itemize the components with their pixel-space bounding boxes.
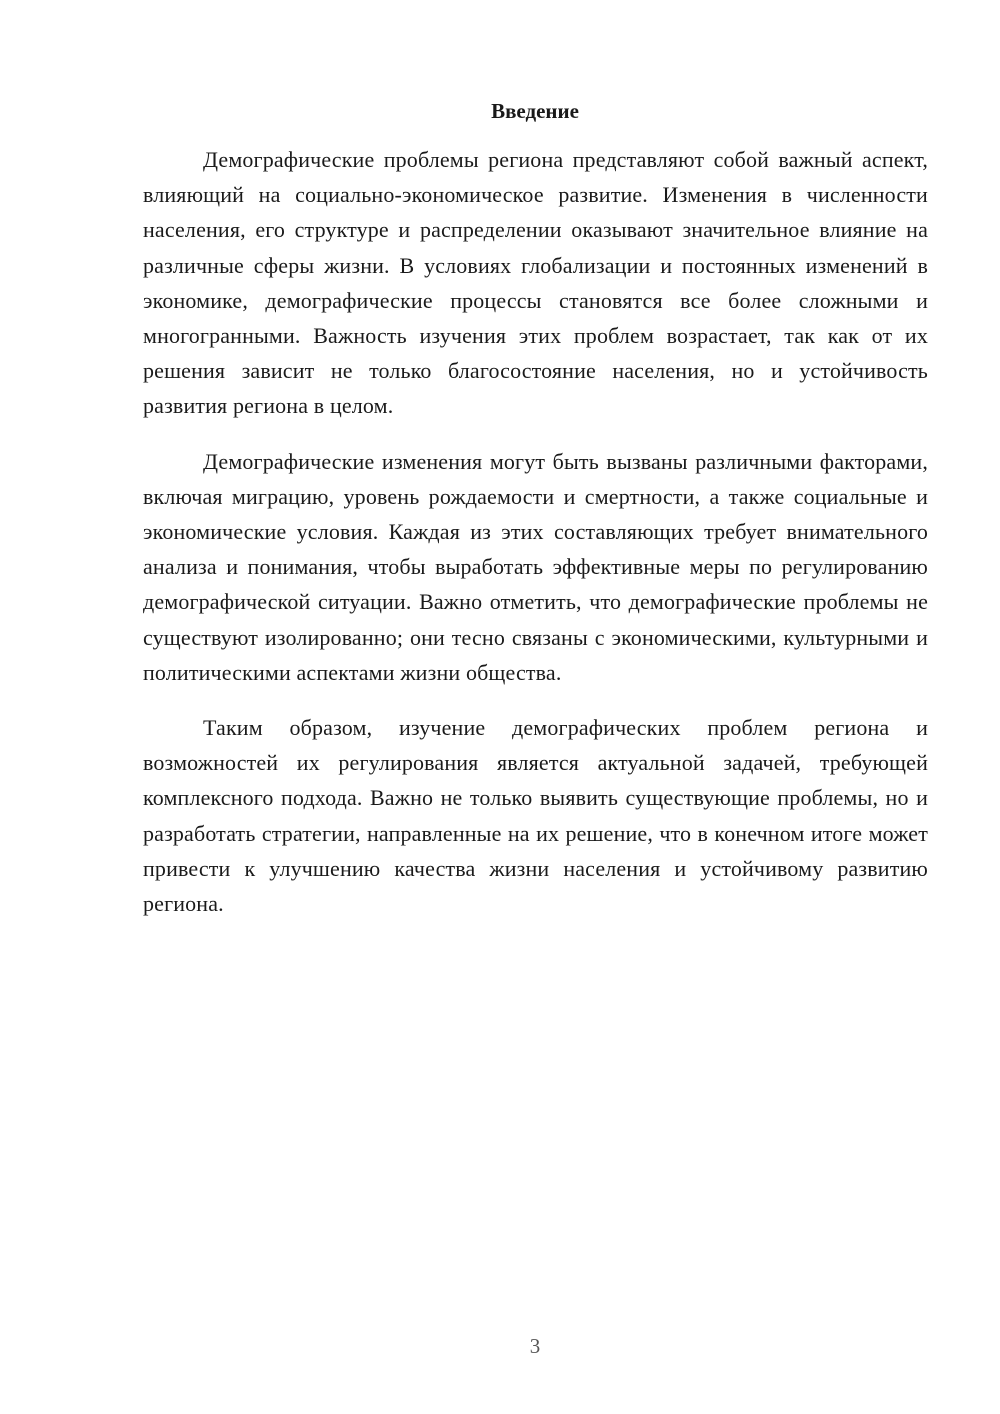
- paragraph-3: Таким образом, изучение демографических проблем региона и возможностей их регулирования является актуальной задачей, требующей комплексного подхода. Важно не только выявить существующие проблемы, но и разработать стратегии, направленные на их решение, что в конечном итоге может привести к улучшению качества жизни населения и устойчивому развитию региона.: [143, 715, 928, 917]
- document-body: [143, 142, 928, 941]
- page-number: 3: [529, 1334, 541, 1358]
- paragraph-1: Демографические проблемы региона представляют собой важный аспект, влияющий на социально-экономическое развитие. Изменения в численности населения, его структуре и распределении оказывают значительное влияние на различные сферы жизни. В условиях глобализации и постоянных изменений в экономике, демографические процессы становятся все более сложными и многогранными. Важность изучения этих проблем возрастает, так как от их решения зависит не только благосостояние населения, но и устойчивость развития региона в целом.: [143, 147, 928, 419]
- section-title: Введение: [491, 99, 579, 123]
- paragraph-2: Демографические изменения могут быть вызваны различными факторами, включая миграцию, уровень рождаемости и смертности, а также социальные и экономические условия. Каждая из этих составляющих требует внимательного анализа и понимания, чтобы выработать эффективные меры по регулированию демографической ситуации. Важно отметить, что демографические проблемы не существуют изолированно; они тесно связаны с экономическими, культурными и политическими аспектами жизни общества.: [143, 448, 928, 685]
